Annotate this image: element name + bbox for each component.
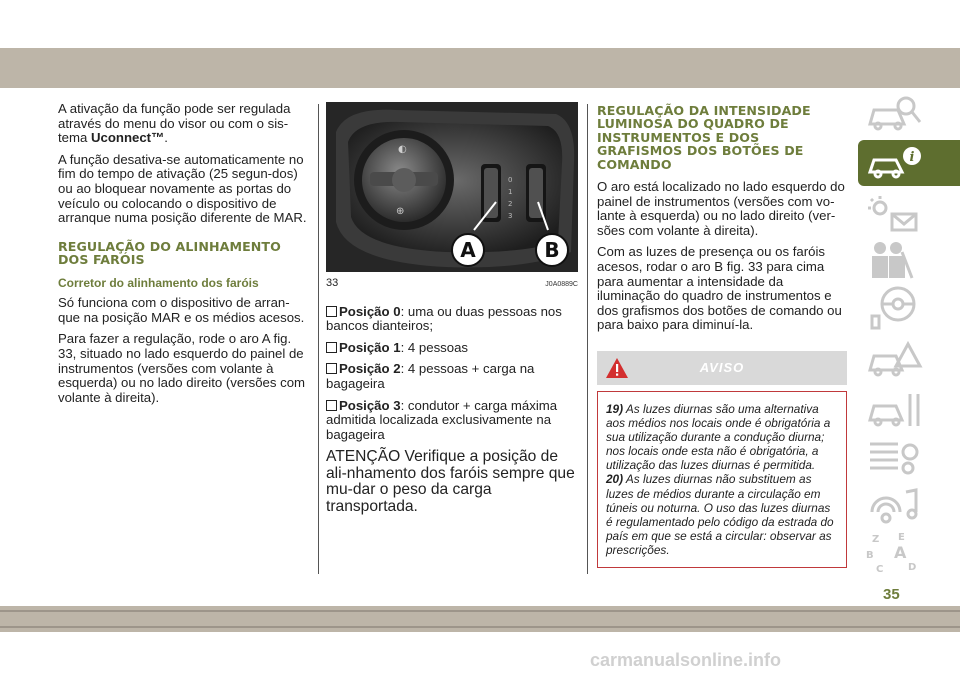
figure-number: 33 (326, 277, 339, 289)
position-item (326, 341, 578, 356)
note-20 (606, 472, 840, 557)
svg-text:D: D (908, 562, 917, 573)
svg-text:Z: Z (872, 534, 880, 545)
text: A ativação da função pode ser regulada através do menu do visor ou com o sis-tema (58, 101, 291, 146)
svg-text:E: E (898, 532, 905, 543)
column-divider (318, 104, 319, 574)
list-settings-icon[interactable] (858, 434, 960, 480)
column-divider (587, 104, 588, 574)
svg-text:⊕: ⊕ (396, 206, 405, 217)
svg-text:2: 2 (508, 200, 513, 208)
seat-belt-icon[interactable] (858, 238, 960, 284)
label-b: B (544, 238, 560, 262)
paragraph-deactivation: A função desativa-se automaticamente no fim do tempo de ativação (25 segun-dos) ou ao bloquear novamente as portas do veículo ou colocando o dispositivo de arranque numa posição diferente de MAR. (58, 151, 307, 226)
note-number: 20) (606, 472, 624, 487)
svg-text:0: 0 (508, 176, 513, 184)
car-warning-icon[interactable] (858, 336, 960, 382)
watermark: carmanualsonline.info (590, 650, 782, 670)
paragraph-activation (58, 102, 308, 146)
steering-wheel-icon[interactable] (858, 286, 960, 332)
figure-caption (326, 276, 578, 293)
paragraph-ring-usage: Com as luzes de presença ou os faróis acesos, rodar o aro B fig. 33 para cima para aumentar a intensidade da iluminação do quadro de instrumentos e dos grafismos dos botões de comando ou para baixo para diminuí-la. (597, 244, 842, 333)
bottom-band (0, 606, 960, 632)
position-text: : uma ou duas pessoas nos bancos dianteiros; (326, 303, 562, 334)
section-heading-alignment: REGULAÇÃO DO ALINHAMENTO DOS FARÓIS (58, 238, 281, 268)
svg-text:◐: ◐ (398, 144, 407, 155)
car-search-icon[interactable] (858, 90, 960, 136)
paragraph-regulation: Para fazer a regulação, rode o aro A fig. 33, situado no lado esquerdo do painel de instrumentos (versões com volante à esquerda) ou no lado direito (versões com volante à direita). (58, 331, 306, 405)
checkbox-icon (326, 342, 337, 353)
positions-list (326, 305, 578, 443)
position-label: Posição 2 (339, 361, 401, 377)
note-text: As luzes diurnas são uma alternativa aos médios nos locais onde é obrigatória a sua utilização durante a condução diurna; nos locais onde esta não é obrigatória, a utilização das luzes diurnas é permitida. (606, 401, 831, 473)
position-item (326, 399, 578, 443)
top-band (0, 48, 960, 88)
position-text: : 4 pessoas (400, 339, 469, 355)
position-label: Posição 0 (339, 303, 401, 319)
uconnect-term: Uconnect™ (90, 130, 165, 146)
warning-title: AVISO (699, 359, 745, 375)
paragraph-mar: Só funciona com o dispositivo de arran-que na posição MAR e os médios acesos. (58, 295, 305, 325)
subheading-corrector: Corretor do alinhamento dos faróis (58, 275, 259, 290)
position-label: Posição 3 (339, 397, 401, 413)
position-label: Posição 1 (339, 339, 401, 355)
svg-text:3: 3 (508, 212, 513, 220)
svg-text:1: 1 (508, 188, 513, 196)
section-heading-intensity: REGULAÇÃO DA INTENSIDADE LUMINOSA DO QUADRO DE INSTRUMENTOS E DOS GRAFISMOS DOS BOTÕES DE COMANDO (597, 103, 811, 172)
text: . (164, 130, 168, 146)
note-text: As luzes diurnas não substituem as luzes de médios durante a circulação em túneis ou noturna. O uso das luzes diurnas é regulamentado pelo código da estrada do país em que se está a circular: observar as prescrições. (606, 472, 834, 557)
car-info-icon[interactable] (858, 140, 960, 186)
page-number: 35 (883, 586, 900, 603)
chapter-sidebar (858, 88, 960, 588)
column-middle (326, 102, 578, 522)
note-number: 19) (606, 401, 624, 416)
checkbox-icon (326, 400, 337, 411)
position-text: : condutor + carga máxima admitida localizada exclusivamente na bagageira (326, 397, 558, 442)
warning-light-icon[interactable] (858, 192, 960, 238)
label-a: A (460, 238, 476, 262)
warning-header (597, 351, 847, 385)
figure-33-photo (326, 102, 578, 272)
note-19 (606, 402, 840, 472)
svg-text:C: C (876, 564, 884, 575)
checkbox-icon (326, 363, 337, 374)
checkbox-icon (326, 306, 337, 317)
svg-text:A: A (894, 543, 907, 562)
svg-text:i: i (909, 150, 915, 165)
headlight-switch-illustration (326, 102, 578, 272)
attention-note: ATENÇÃO Verifique a posição de ali-nhamento dos faróis sempre que mu-dar o peso da carga transportada. (326, 448, 575, 515)
position-item (326, 305, 578, 334)
svg-text:B: B (866, 550, 874, 561)
position-text: : 4 pessoas + carga na bagageira (326, 361, 535, 391)
paragraph-ring-location: O aro está localizado no lado esquerdo do painel de instrumentos (versões com vo-lante à esquerda) ou no lado direito (ver-sões com volante à direita). (597, 179, 845, 238)
warning-box (597, 391, 847, 568)
alphabet-index-icon[interactable] (858, 530, 960, 576)
column-left (58, 102, 308, 412)
figure-code: J0A0889C (545, 281, 578, 288)
column-right (597, 102, 847, 568)
media-icon[interactable] (858, 482, 960, 528)
car-tools-icon[interactable] (858, 386, 960, 432)
position-item (326, 362, 578, 391)
